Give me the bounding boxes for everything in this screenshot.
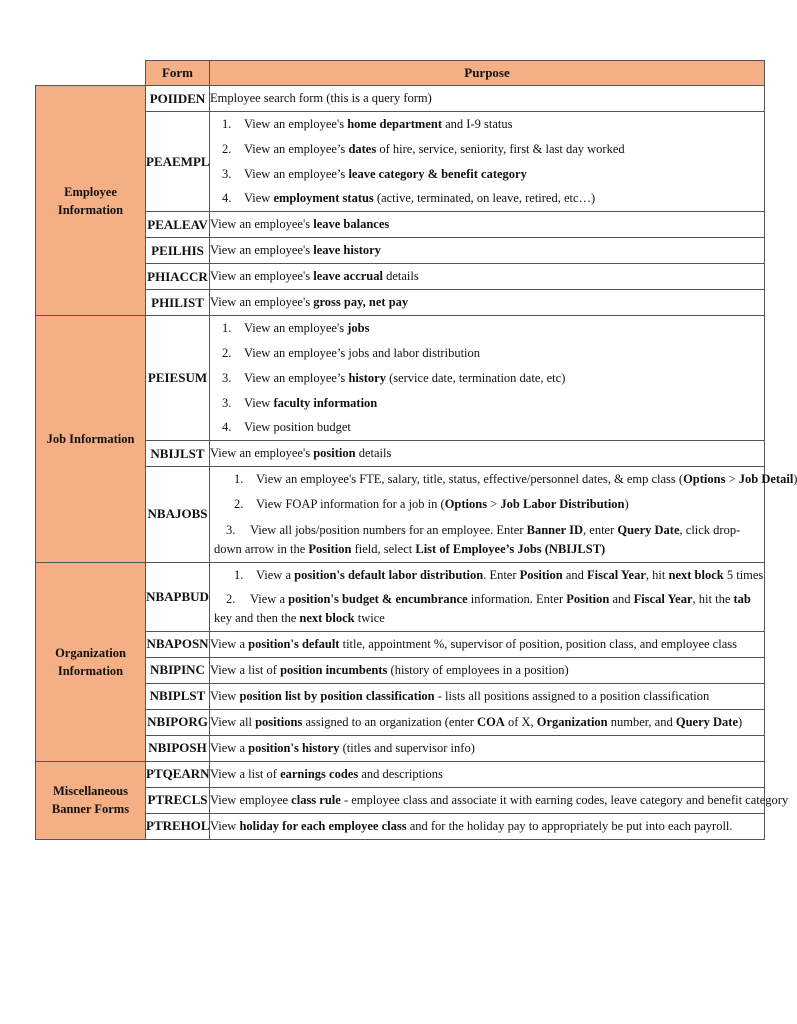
table-row xyxy=(36,467,765,563)
purpose-nbijlst: View an employee's position details xyxy=(210,441,765,467)
list-item: 1. View an employee's home department and I-9 status xyxy=(222,117,513,131)
form-code-philist: PHILIST xyxy=(146,290,210,316)
category-organization-information: Organization Information xyxy=(36,562,146,761)
table-row xyxy=(36,761,765,787)
list-item: 2. View an employee’s dates of hire, service, seniority, first & last day worked xyxy=(222,141,625,156)
table-row xyxy=(36,316,765,441)
list-item: 2. View an employee’s jobs and labor distribution xyxy=(222,345,481,360)
purpose-nbajobs xyxy=(210,467,794,563)
purpose-philist: View an employee's gross pay, net pay xyxy=(210,290,765,316)
form-code-poiiden: POIIDEN xyxy=(146,86,210,112)
form-code-nbapbud: NBAPBUD xyxy=(146,562,210,631)
purpose-nbiplst: View position list by position classification - lists all positions assigned to a position classification xyxy=(210,683,765,709)
table-row xyxy=(36,212,765,238)
table-row xyxy=(36,264,765,290)
form-code-nbaposn: NBAPOSN xyxy=(146,631,210,657)
table-row xyxy=(36,112,765,212)
purpose-nbiposh: View a position's history (titles and supervisor info) xyxy=(210,735,765,761)
purpose-nbiporg: View all positions assigned to an organization (enter COA of X, Organization number, and Query Date) xyxy=(210,709,765,735)
form-code-nbiplst: NBIPLST xyxy=(146,683,210,709)
forms-table xyxy=(35,60,794,840)
header-blank xyxy=(36,61,146,86)
form-code-ptrehol: PTREHOL xyxy=(146,813,210,839)
table-row xyxy=(36,735,765,761)
list-item: 3. View an employee’s leave category & benefit category xyxy=(222,166,527,181)
table-row xyxy=(36,709,765,735)
purpose-nbaposn: View a position's default title, appointment %, supervisor of position, position class, and employee class xyxy=(210,631,765,657)
header-row xyxy=(36,61,765,86)
form-code-phiaccr: PHIACCR xyxy=(146,264,210,290)
purpose-peilhis: View an employee's leave history xyxy=(210,238,765,264)
form-code-ptqearn: PTQEARN xyxy=(146,761,210,787)
form-code-pealeav: PEALEAV xyxy=(146,212,210,238)
purpose-poiiden: Employee search form (this is a query form) xyxy=(210,86,765,112)
purpose-peiesum xyxy=(210,316,765,441)
form-code-ptrecls: PTRECLS xyxy=(146,787,210,813)
form-code-nbipinc: NBIPINC xyxy=(146,657,210,683)
table-row xyxy=(36,657,765,683)
purpose-nbipinc: View a list of position incumbents (history of employees in a position) xyxy=(210,657,765,683)
list-item: 3. View all jobs/position numbers for an employee. Enter Banner ID, enter Query Date, click drop-down arrow in the Position field, select List of Employee’s Jobs (NBIJLST) xyxy=(214,522,741,556)
form-code-peaempl: PEAEMPL xyxy=(146,112,210,212)
table-row xyxy=(36,683,765,709)
form-code-nbiporg: NBIPORG xyxy=(146,709,210,735)
header-purpose: Purpose xyxy=(210,61,765,86)
purpose-pealeav: View an employee's leave balances xyxy=(210,212,765,238)
list-item: 1. View an employee's jobs xyxy=(222,321,370,336)
list-item: 1. View a position's default labor distribution. Enter Position and Fiscal Year, hit next block 5 times xyxy=(234,567,764,582)
table-row xyxy=(36,562,765,631)
list-item: 3. View faculty information xyxy=(222,395,378,410)
form-code-peiesum: PEIESUM xyxy=(146,316,210,441)
purpose-ptqearn: View a list of earnings codes and descriptions xyxy=(210,761,765,787)
category-miscellaneous-banner-forms: Miscellaneous Banner Forms xyxy=(36,761,146,839)
purpose-ptrehol: View holiday for each employee class and for the holiday pay to appropriately be put into each payroll. xyxy=(210,813,765,839)
list-item: 4. View employment status (active, terminated, on leave, retired, etc…) xyxy=(222,191,596,206)
form-code-nbiposh: NBIPOSH xyxy=(146,735,210,761)
form-code-nbajobs: NBAJOBS xyxy=(146,467,210,563)
purpose-nbapbud xyxy=(210,562,765,631)
table-row xyxy=(36,238,765,264)
list-item: 4. View position budget xyxy=(222,420,351,435)
table-row xyxy=(36,813,765,839)
table-row xyxy=(36,631,765,657)
table-row xyxy=(36,86,765,112)
category-job-information: Job Information xyxy=(36,316,146,563)
list-item: 3. View an employee’s history (service date, termination date, etc) xyxy=(222,370,566,385)
list-item: 2. View a position's budget & encumbrance information. Enter Position and Fiscal Year, hit the tab key and then the next block twice xyxy=(214,591,751,625)
table-row xyxy=(36,787,765,813)
purpose-ptrecls: View employee class rule - employee class and associate it with earning codes, leave category and benefit category xyxy=(210,787,765,813)
category-employee-information: Employee Information xyxy=(36,86,146,316)
list-item: 1. View an employee's FTE, salary, title, status, effective/personnel dates, & emp class (Options > Job Detail xyxy=(234,472,794,487)
form-code-nbijlst: NBIJLST xyxy=(146,441,210,467)
form-code-peilhis: PEILHIS xyxy=(146,238,210,264)
list-item: 2. View FOAP information for a job in (Options > Job Labor Distribution) xyxy=(234,496,629,511)
header-form: Form xyxy=(146,61,210,86)
purpose-peaempl xyxy=(210,112,765,212)
table-row xyxy=(36,290,765,316)
purpose-phiaccr: View an employee's leave accrual details xyxy=(210,264,765,290)
table-row xyxy=(36,441,765,467)
